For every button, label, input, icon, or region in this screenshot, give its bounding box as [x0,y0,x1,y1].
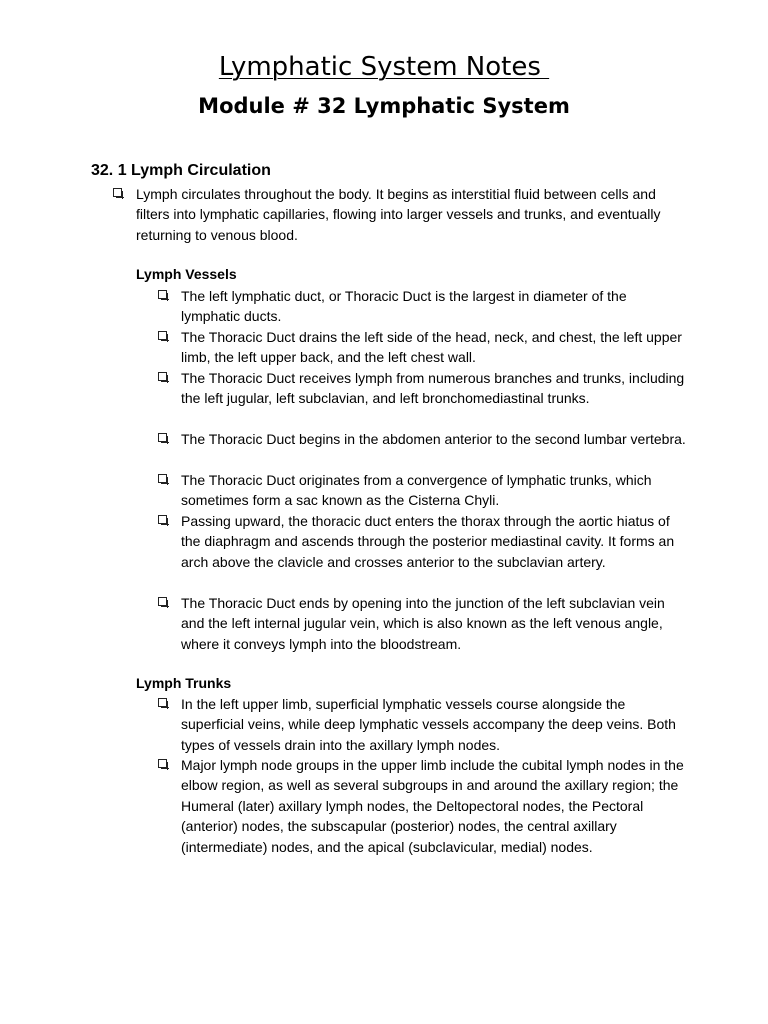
checkbox-bullet-icon [158,515,167,524]
list-item-text: In the left upper limb, superficial lymphatic vessels course alongside the superficial veins, while deep lymphatic vessels accompany the deep veins. Both types of vessels drain into the axillary lymph nodes. [181,696,676,753]
section-heading: 32. 1 Lymph Circulation [91,162,271,179]
checkbox-bullet-icon [158,474,167,483]
list-item-text: The Thoracic Duct originates from a convergence of lymphatic trunks, which sometimes form a sac known as the Cisterna Chyli. [181,472,652,509]
checkbox-bullet-icon [158,597,167,606]
checkbox-bullet-icon [158,433,167,442]
document-subtitle: Module # 32 Lymphatic System [198,94,570,118]
list-item-text: The Thoracic Duct drains the left side of the head, neck, and chest, the left upper limb, the left upper back, and the left chest wall. [181,329,682,366]
list-item-text: Major lymph node groups in the upper limb include the cubital lymph nodes in the elbow region, as well as several subgroups in and around the axillary region; the Humeral (later) axillary lymph nodes, the Deltopectoral nodes, the Pectoral (anterior) nodes, the subscapular (posterior) nodes, the central axillary (intermediate) nodes, and the apical (subclavicular, medial) nodes. [181,757,684,855]
checkbox-bullet-icon [158,331,167,340]
list-item-text: The Thoracic Duct receives lymph from numerous branches and trunks, including the left jugular, left subclavian, and left bronchomediastinal trunks. [181,370,685,407]
list-item-text: Passing upward, the thoracic duct enters the thorax through the aortic hiatus of the diaphragm and ascends through the posterior mediastinal cavity. It forms an arch above the clavicle and crosses anterior to the subclavian artery. [181,513,675,570]
checkbox-bullet-icon [158,759,167,768]
list-item-text: Lymph circulates throughout the body. It begins as interstitial fluid between cells and filters into lymphatic capillaries, flowing into larger vessels and trunks, and eventually returning to venous blood. [136,186,661,243]
document-title: Lymphatic System Notes [218,52,550,82]
subsection-heading-lymph-trunks: Lymph Trunks [136,675,232,691]
subsection-heading-lymph-vessels: Lymph Vessels [136,266,237,282]
checkbox-bullet-icon [158,698,167,707]
checkbox-bullet-icon [158,290,167,299]
list-item-text: The Thoracic Duct ends by opening into the junction of the left subclavian vein and the left internal jugular vein, which is also known as the left venous angle, where it conveys lymph into the bloodstream. [181,595,665,652]
checkbox-bullet-icon [113,188,122,197]
list-item-text: The Thoracic Duct begins in the abdomen anterior to the second lumbar vertebra. [181,431,686,447]
list-item-text: The left lymphatic duct, or Thoracic Duct is the largest in diameter of the lymphatic ducts. [181,288,627,325]
checkbox-bullet-icon [158,372,167,381]
